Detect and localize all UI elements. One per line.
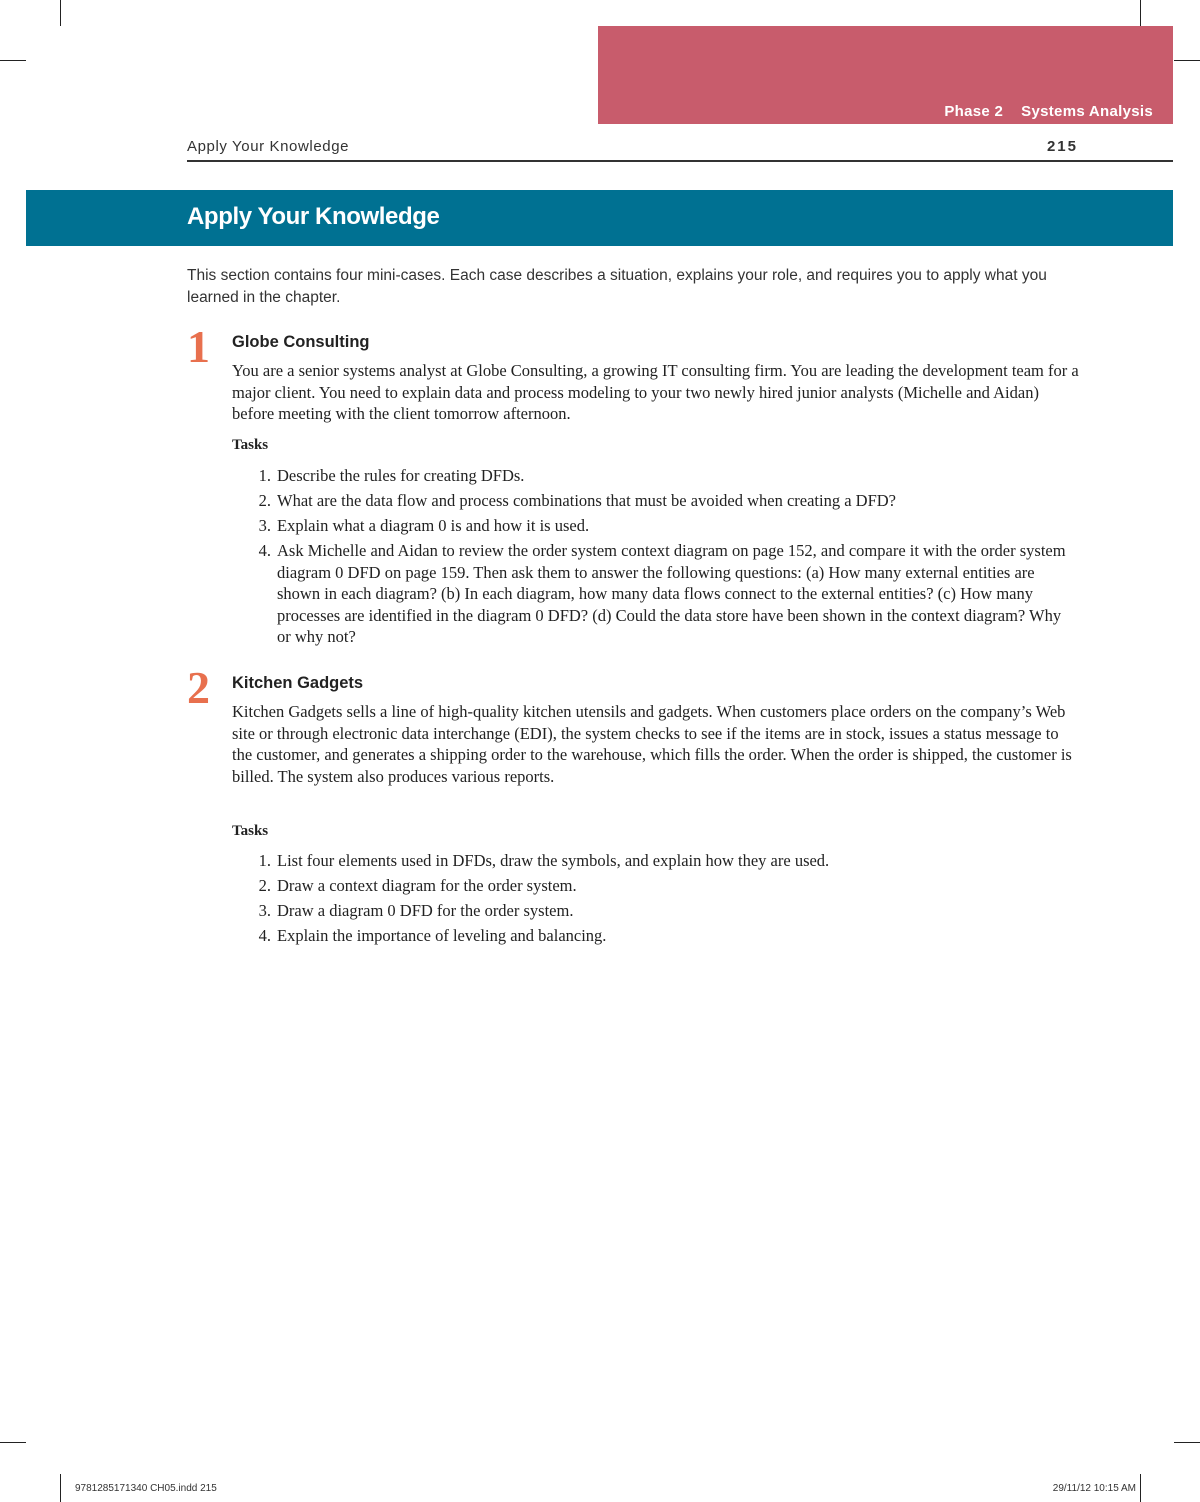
- crop-mark: [1140, 1474, 1141, 1502]
- task-text: List four elements used in DFDs, draw the symbols, and explain how they are used.: [277, 851, 830, 870]
- task-text: Describe the rules for creating DFDs.: [277, 466, 525, 485]
- tasks-label: Tasks: [232, 823, 269, 839]
- task-text: What are the data flow and process combinations that must be avoided when creating a DFD?: [277, 491, 897, 510]
- case-number: 2: [187, 662, 210, 713]
- task-number: 2 .: [232, 875, 272, 897]
- crop-mark: [0, 1442, 26, 1443]
- list-item: [232, 925, 1072, 947]
- case-title: Globe Consulting: [232, 333, 370, 351]
- crop-mark: [1174, 60, 1200, 61]
- intro-paragraph: This section contains four mini-cases. Each case describes a situation, explains your role, and requires you to apply what you learned in the chapter.: [187, 267, 1047, 306]
- phase-label-group: [944, 103, 1153, 120]
- task-text: Ask Michelle and Aidan to review the order system context diagram on page 152, and compare it with the order system diagram 0 DFD on page 159. Then ask them to answer the following questions: (a) How many external entities are shown in each diagram? (b) In each diagram, how many data flows connect to the external entities? (c) How many processes are identified in the diagram 0 DFD? (d) Could the data store have been shown in the context diagram? Why or why not?: [277, 541, 1066, 646]
- task-text: Draw a diagram 0 DFD for the order system.: [277, 901, 574, 920]
- task-number: 4 .: [232, 540, 272, 648]
- crop-mark: [1174, 1442, 1200, 1443]
- tasks-list: [232, 850, 1072, 950]
- page-title: Apply Your Knowledge: [187, 203, 440, 230]
- task-number: 3 .: [232, 900, 272, 922]
- crop-mark: [1140, 0, 1141, 26]
- phase-label: Phase 2: [944, 103, 1004, 120]
- task-text: Explain the importance of leveling and balancing.: [277, 926, 607, 945]
- tasks-label: Tasks: [232, 437, 269, 453]
- phase-band: [598, 26, 1173, 124]
- running-title: Apply Your Knowledge: [187, 138, 350, 155]
- list-item: [232, 850, 1072, 872]
- page-number: 215: [1046, 138, 1078, 155]
- list-item: [232, 490, 1072, 512]
- section-title-bar: [26, 190, 1173, 246]
- task-number: 1 .: [232, 465, 272, 487]
- task-number: 2 .: [232, 490, 272, 512]
- crop-mark: [60, 1474, 61, 1502]
- section-label: Systems Analysis: [1021, 103, 1153, 120]
- list-item: [232, 875, 1072, 897]
- running-head: [187, 138, 1173, 162]
- list-item: [232, 900, 1072, 922]
- task-number: 3 .: [232, 515, 272, 537]
- crop-mark: [0, 60, 26, 61]
- case-description: Kitchen Gadgets sells a line of high-quality kitchen utensils and gadgets. When customers place orders on the company’s Web site or through electronic data interchange (EDI), the system checks to see if the items are in stock, issues a status message to the customer, and generates a shipping order to the warehouse, which fills the order. When the order is shipped, the customer is billed. The system also produces various reports.: [232, 702, 1072, 786]
- crop-mark: [60, 0, 61, 26]
- case-title: Kitchen Gadgets: [232, 674, 364, 692]
- list-item: [232, 540, 1072, 648]
- task-text: Explain what a diagram 0 is and how it is used.: [277, 516, 590, 535]
- task-text: Draw a context diagram for the order system.: [277, 876, 577, 895]
- case-description: You are a senior systems analyst at Globe Consulting, a growing IT consulting firm. You are leading the development team for a major client. You need to explain data and process modeling to your two newly hired junior analysts (Michelle and Aidan) before meeting with the client tomorrow afternoon.: [232, 361, 1079, 423]
- tasks-list: [232, 465, 1072, 651]
- list-item: [232, 515, 1072, 537]
- task-number: 1 .: [232, 850, 272, 872]
- footer-file-info: 9781285171340 CH05.indd 215: [75, 1483, 217, 1494]
- list-item: [232, 465, 1072, 487]
- case-number: 1: [187, 321, 210, 372]
- task-number: 4 .: [232, 925, 272, 947]
- footer-timestamp: 29/11/12 10:15 AM: [1052, 1483, 1136, 1494]
